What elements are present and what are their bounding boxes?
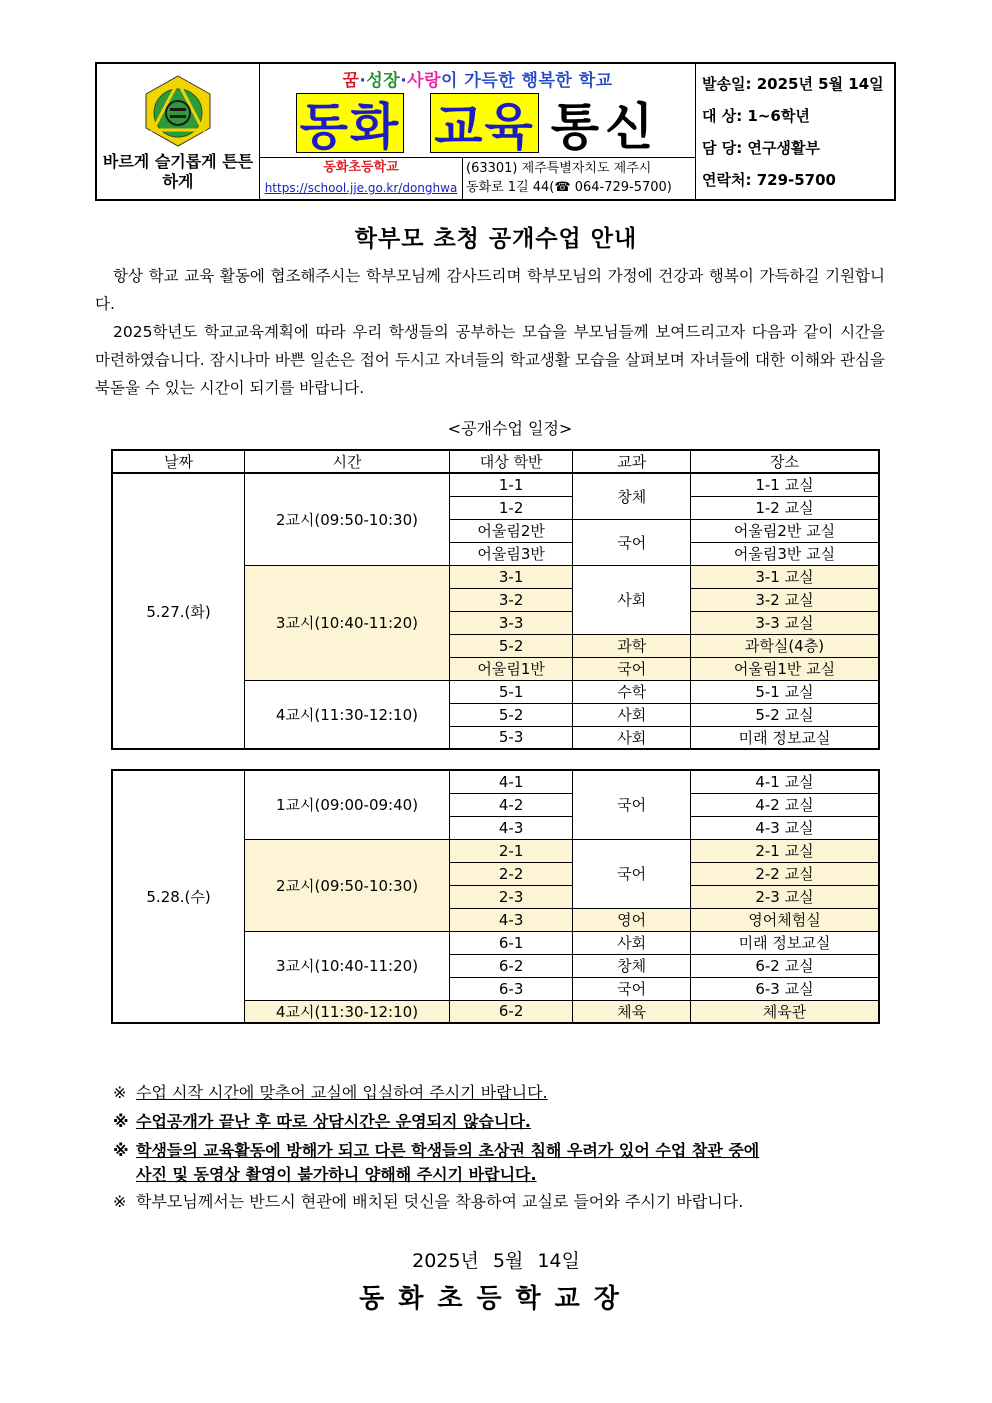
class-cell: 3-2: [449, 588, 573, 611]
location-cell: 6-2 교실: [690, 954, 879, 977]
class-cell: 6-1: [449, 931, 573, 954]
notice-item: [113, 1081, 883, 1105]
location-cell: 2-2 교실: [690, 862, 879, 885]
time-cell: 4교시(11:30-12:10): [245, 680, 450, 749]
school-motto: 바르게 슬기롭게 튼튼하게: [102, 152, 254, 191]
header-time: 시간: [245, 450, 450, 473]
title-education: 교육: [430, 93, 539, 153]
intro-paragraph: 항상 학교 교육 활동에 협조해주시는 학부모님께 감사드리며 학부모님의 가정에 건강과 행복이 가득하길 기원합니다.: [95, 267, 885, 313]
notice-mark: ※: [113, 1083, 127, 1102]
subject-cell: 사회: [573, 931, 691, 954]
subject-cell: 국어: [573, 657, 691, 680]
class-cell: 5-2: [449, 634, 573, 657]
notice-item: [113, 1139, 883, 1187]
location-cell: 4-2 교실: [690, 793, 879, 816]
class-cell: 어울림2반: [449, 519, 573, 542]
table-row: [112, 473, 879, 496]
location-cell: 과학실(4층): [690, 634, 879, 657]
subject-cell: 국어: [573, 770, 691, 839]
location-cell: 미래 정보교실: [690, 931, 879, 954]
location-cell: 6-3 교실: [690, 977, 879, 1000]
subject-cell: 사회: [573, 726, 691, 749]
location-cell: 4-3 교실: [690, 816, 879, 839]
notice-mark: ※: [113, 1141, 129, 1160]
title-panel: [260, 64, 696, 199]
slogan-dot: ·: [359, 71, 367, 91]
time-cell: 3교시(10:40-11:20): [245, 931, 450, 1000]
location-cell: 어울림2반 교실: [690, 519, 879, 542]
notice-text: 수업 시작 시간에 맞추어 교실에 입실하여 주시기 바랍니다.: [136, 1083, 548, 1102]
school-cell: [260, 158, 463, 199]
subject-cell: 국어: [573, 519, 691, 565]
notice-text: 수업공개가 끝난 후 따로 상담시간은 운영되지 않습니다.: [136, 1112, 531, 1131]
class-cell: 2-3: [449, 885, 573, 908]
location-cell: 5-1 교실: [690, 680, 879, 703]
subject-cell: 체육: [573, 1000, 691, 1023]
notice-mark: ※: [113, 1192, 127, 1211]
location-cell: 1-2 교실: [690, 496, 879, 519]
issue-date: 발송일: 2025년 5월 14일: [702, 75, 884, 94]
class-cell: 3-3: [449, 611, 573, 634]
location-cell: 5-2 교실: [690, 703, 879, 726]
class-cell: 5-2: [449, 703, 573, 726]
time-cell: 2교시(09:50-10:30): [245, 839, 450, 931]
notice-item: [113, 1110, 883, 1134]
subject-cell: 수학: [573, 680, 691, 703]
subject-cell: 사회: [573, 703, 691, 726]
notice-text: 학부모님께서는 반드시 현관에 배치된 덧신을 착용하여 교실로 들어와 주시기 바랍니다.: [136, 1192, 744, 1211]
target-grades: 대 상: 1~6학년: [702, 107, 810, 126]
class-cell: 어울림3반: [449, 542, 573, 565]
location-cell: 체육관: [690, 1000, 879, 1023]
department: 담 당: 연구생활부: [702, 138, 820, 157]
location-cell: 3-2 교실: [690, 588, 879, 611]
location-cell: 4-1 교실: [690, 770, 879, 793]
subject-cell: 창체: [573, 954, 691, 977]
header-subject: 교과: [573, 450, 691, 473]
slogan-love: 사랑: [407, 71, 442, 91]
table-row: [112, 770, 879, 793]
class-cell: 3-1: [449, 565, 573, 588]
location-cell: 미래 정보교실: [690, 726, 879, 749]
class-cell: 5-1: [449, 680, 573, 703]
principal-signature: 동화초등학교장: [359, 1284, 633, 1314]
class-cell: 4-3: [449, 816, 573, 839]
class-cell: 6-3: [449, 977, 573, 1000]
address-line-2: 동화로 1길 44(☎ 064-729-5700): [466, 180, 672, 195]
subject-cell: 영어: [573, 908, 691, 931]
subject-cell: 국어: [573, 839, 691, 908]
location-cell: 3-3 교실: [690, 611, 879, 634]
time-cell: 4교시(11:30-12:10): [245, 1000, 450, 1023]
schedule-table-day1: [111, 449, 880, 750]
class-cell: 5-3: [449, 726, 573, 749]
issue-date-footer: 2025년 5월 14일: [412, 1250, 580, 1272]
notice-text: 사진 및 동영상 촬영이 불가하니 양해해 주시기 바랍니다.: [136, 1165, 537, 1184]
header-location: 장소: [690, 450, 879, 473]
slogan-growth: 성장: [366, 71, 401, 91]
slogan-rest: 이 가득한 행복한 학교: [441, 71, 613, 91]
class-cell: 1-2: [449, 496, 573, 519]
address-line-1: (63301) 제주특별자치도 제주시: [466, 161, 652, 176]
class-cell: 어울림1반: [449, 657, 573, 680]
schedule-table-day2: [111, 769, 880, 1024]
location-cell: 어울림3반 교실: [690, 542, 879, 565]
notice-list: [113, 1081, 883, 1219]
class-cell: 2-1: [449, 839, 573, 862]
notice-item: [113, 1190, 883, 1214]
header-date: 날짜: [112, 450, 245, 473]
intro-text: [95, 262, 885, 402]
time-cell: 1교시(09:00-09:40): [245, 770, 450, 839]
logo-panel: [97, 64, 260, 199]
class-cell: 2-2: [449, 862, 573, 885]
title-donghwa: 동화: [296, 93, 405, 153]
class-cell: 1-1: [449, 473, 573, 496]
location-cell: 2-1 교실: [690, 839, 879, 862]
location-cell: 3-1 교실: [690, 565, 879, 588]
issue-info-panel: [696, 64, 894, 199]
table-header-row: [112, 450, 879, 473]
class-cell: 4-3: [449, 908, 573, 931]
date-cell: 5.28.(수): [112, 770, 245, 1023]
school-address: [463, 158, 695, 199]
class-cell: 6-2: [449, 954, 573, 977]
location-cell: 1-1 교실: [690, 473, 879, 496]
date-cell: 5.27.(화): [112, 473, 245, 749]
time-cell: 2교시(09:50-10:30): [245, 473, 450, 565]
school-name: 동화초등학교: [323, 160, 399, 175]
subject-cell: 과학: [573, 634, 691, 657]
document-title: 학부모 초청 공개수업 안내: [354, 226, 638, 252]
subject-cell: 국어: [573, 977, 691, 1000]
newsletter-title: [260, 92, 695, 154]
newsletter-header: [95, 62, 896, 201]
subject-cell: 사회: [573, 565, 691, 634]
class-cell: 6-2: [449, 1000, 573, 1023]
subject-cell: 창체: [573, 473, 691, 519]
contact-number: 연락처: 729-5700: [702, 170, 836, 189]
schedule-title: <공개수업 일정>: [447, 419, 573, 438]
time-cell: 3교시(10:40-11:20): [245, 565, 450, 680]
class-cell: 4-1: [449, 770, 573, 793]
slogan-dream: 꿈: [342, 71, 360, 91]
intro-paragraph: 2025학년도 학교교육계획에 따라 우리 학생들의 공부하는 모습을 부모님들께 보여드리고자 다음과 같이 시간을 마련하였습니다. 잠시나마 바쁜 일손은 접어 두시고 자녀들의 학교생활 모습을 살펴보며 자녀들에 대한 이해와 관심을 북돋울 수 있는 시간이 되기를 바랍니다.: [95, 323, 885, 397]
slogan-dot: ·: [400, 71, 408, 91]
header-class: 대상 학반: [449, 450, 573, 473]
class-cell: 4-2: [449, 793, 573, 816]
notice-text: 학생들의 교육활동에 방해가 되고 다른 학생들의 초상권 침해 우려가 있어 수업 참관 중에: [136, 1141, 760, 1160]
location-cell: 영어체험실: [690, 908, 879, 931]
notice-mark: ※: [113, 1112, 129, 1131]
school-emblem-icon: [141, 74, 215, 148]
school-url-link[interactable]: https://school.jje.go.kr/donghwa: [264, 181, 458, 195]
school-contact-row: [260, 157, 695, 199]
location-cell: 어울림1반 교실: [690, 657, 879, 680]
title-newsletter: 통신: [550, 98, 660, 156]
location-cell: 2-3 교실: [690, 885, 879, 908]
